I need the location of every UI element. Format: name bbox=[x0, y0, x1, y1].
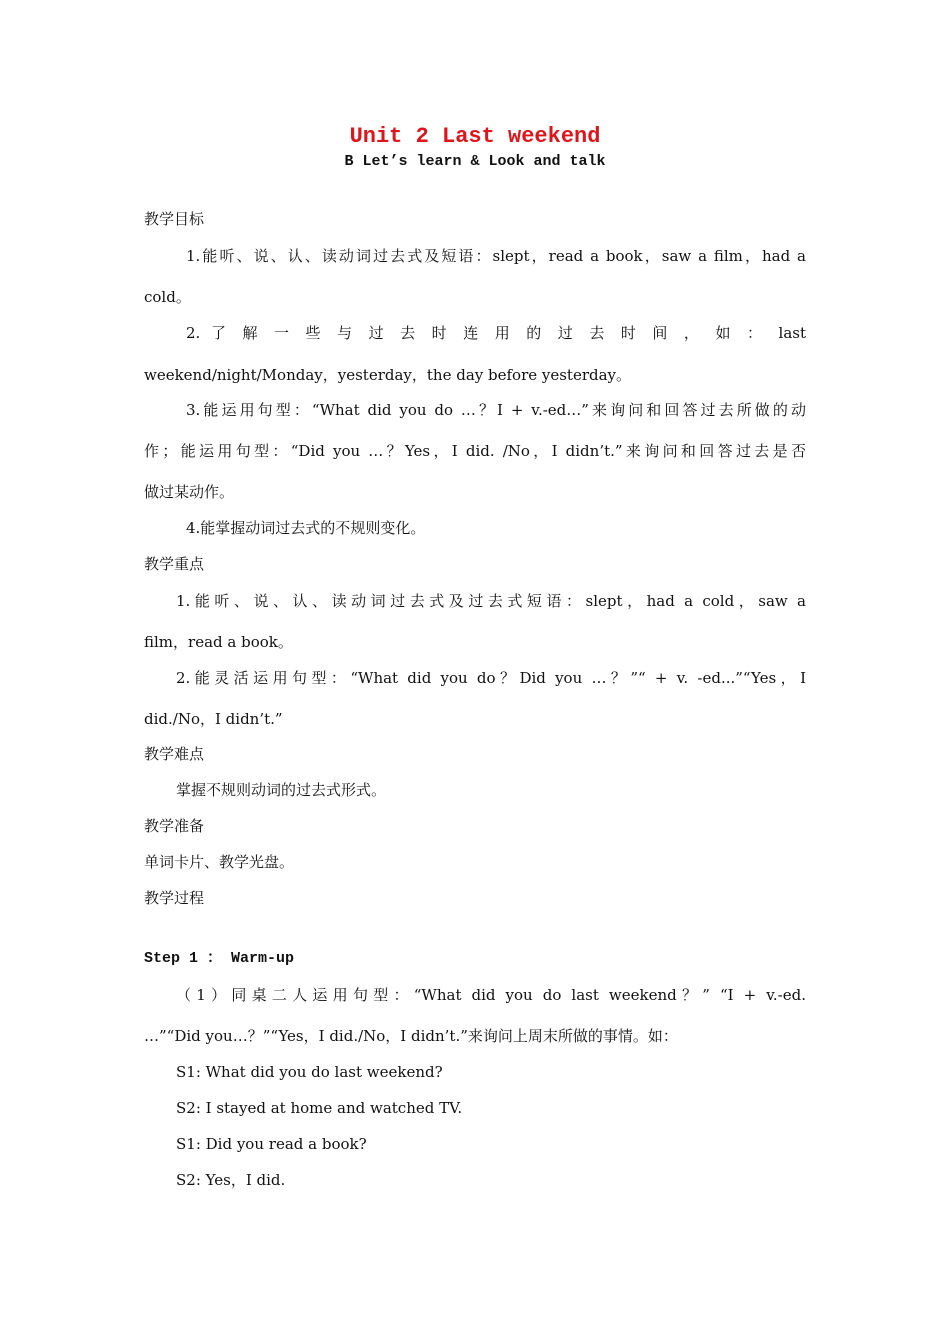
key-points-heading: 教学重点 bbox=[144, 555, 205, 573]
dialog-line: S2: Yes，I did. bbox=[176, 1171, 286, 1189]
goal-3-line-2: 作；能运用句型：“Did you …？Yes，I did. /No，I didn’t.”来询问和回答过去是否 bbox=[144, 442, 806, 460]
preparation-text: 单词卡片、教学光盘。 bbox=[144, 853, 295, 871]
goals-heading: 教学目标 bbox=[144, 210, 205, 228]
page-title: Unit 2 Last weekend bbox=[349, 124, 601, 149]
goal-2-line-1: 2. 了 解 一 些 与 过 去 时 连 用 的 过 去 时 间 ， 如 ： last bbox=[186, 324, 806, 342]
goal-3-line-1: 3.能运用句型：“What did you do …？I + v.-ed…”来询问和回答过去所做的动 bbox=[186, 401, 806, 419]
difficult-points-heading: 教学难点 bbox=[144, 745, 205, 763]
key-1-line-1: 1.能听、说、认、读动词过去式及过去式短语：slept，had a cold，saw a bbox=[176, 592, 806, 610]
step-1-paragraph-line-2: …”“Did you…？”“Yes，I did./No，I didn’t.”来询问上周末所做的事情。如： bbox=[144, 1027, 678, 1045]
goal-3-line-3: 做过某动作。 bbox=[144, 483, 235, 501]
page-subtitle: B Let’s learn & Look and talk bbox=[344, 153, 606, 170]
goal-2-line-2: weekend/night/Monday，yesterday，the day before yesterday。 bbox=[144, 366, 632, 384]
dialog-line: S1: What did you do last weekend? bbox=[176, 1063, 443, 1081]
difficult-points-text: 掌握不规则动词的过去式形式。 bbox=[176, 781, 387, 799]
goal-1-line-2: cold。 bbox=[144, 288, 191, 306]
step-1-heading: Step 1 ： Warm-up bbox=[144, 950, 295, 967]
preparation-heading: 教学准备 bbox=[144, 817, 205, 835]
step-1-paragraph-line-1: （1）同桌二人运用句型：“What did you do last weekend？” “I + v.-ed. bbox=[176, 986, 806, 1004]
process-heading: 教学过程 bbox=[144, 889, 205, 907]
key-2-line-2: did./No，I didn’t.” bbox=[144, 710, 283, 728]
key-1-line-2: film，read a book。 bbox=[144, 633, 293, 651]
dialog-line: S1: Did you read a book? bbox=[176, 1135, 367, 1153]
key-2-line-1: 2.能灵活运用句型：“What did you do？Did you …？”“ + v. -ed...”“Yes，I bbox=[176, 669, 806, 687]
dialog-line: S2: I stayed at home and watched TV. bbox=[176, 1099, 463, 1117]
goal-1-line-1: 1.能听、说、认、读动词过去式及短语：slept，read a book，saw a film，had a bbox=[186, 247, 806, 265]
goal-4: 4.能掌握动词过去式的不规则变化。 bbox=[186, 519, 426, 537]
